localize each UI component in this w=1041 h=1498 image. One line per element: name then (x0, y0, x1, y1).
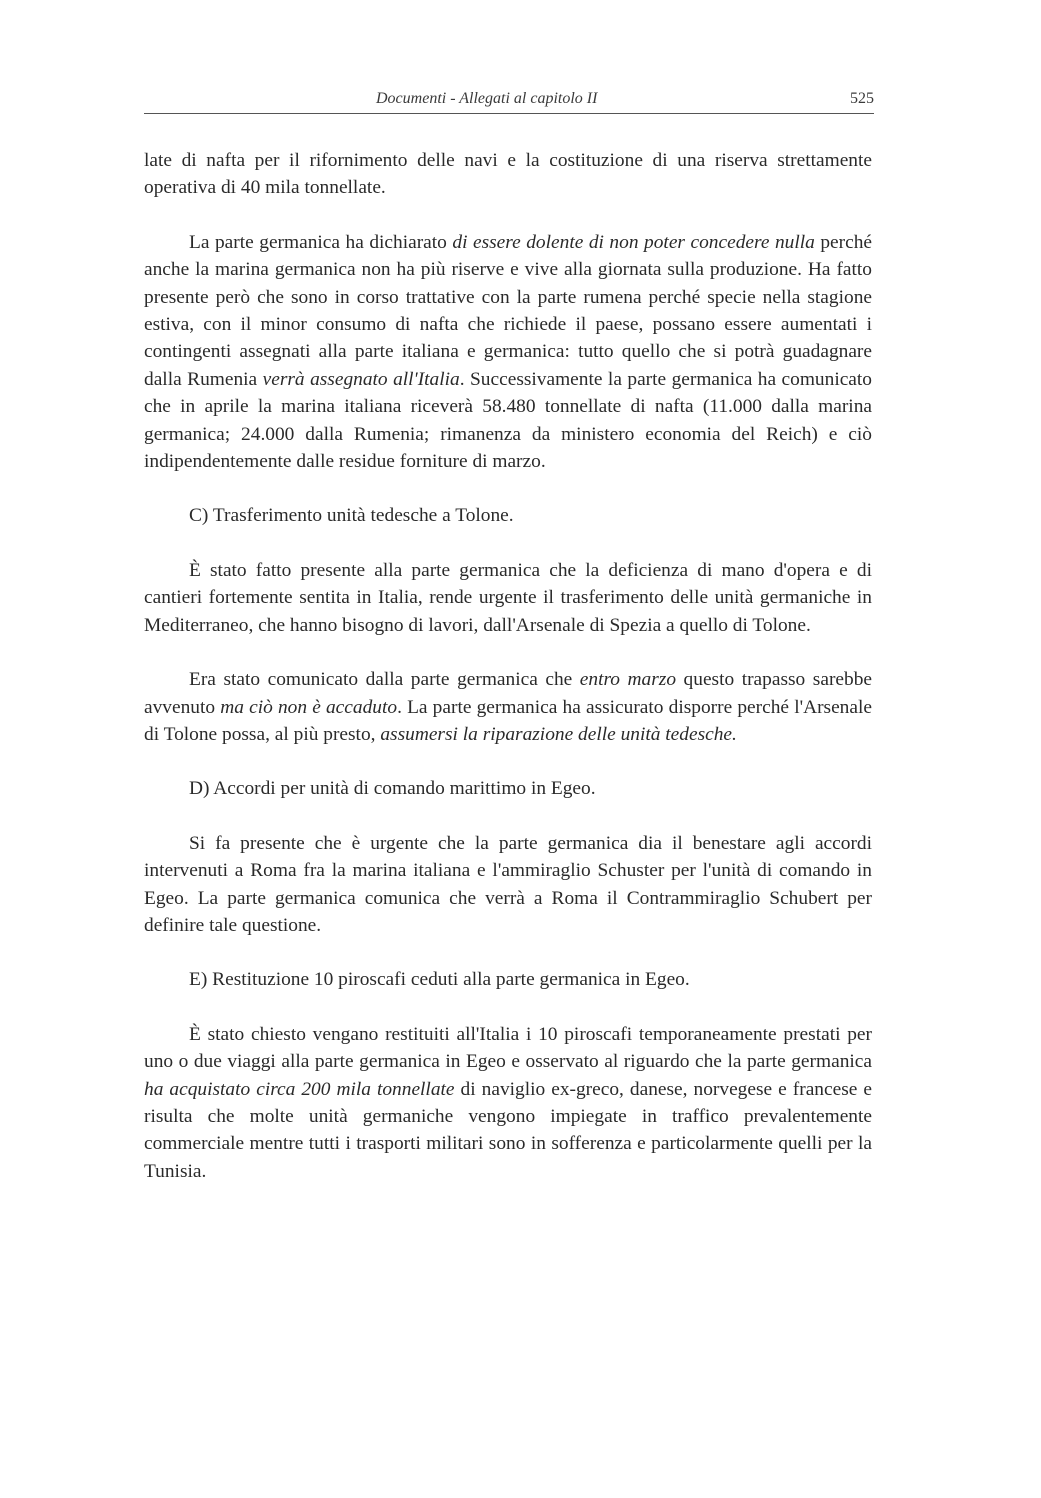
paragraph-2 (144, 229, 872, 476)
paragraph-2-italic-b: di essere dolente di non poter concedere nulla (452, 231, 815, 253)
paragraph-4-italic-f: assumersi la riparazione delle unità tedesche. (380, 723, 737, 745)
section-heading-c: C) Trasferimento unità tedesche a Tolone. (189, 505, 514, 527)
section-heading-e: E) Restituzione 10 piroscafi ceduti alla parte germanica in Egeo. (189, 969, 690, 991)
body-text (144, 147, 872, 1185)
paragraph-3: È stato fatto presente alla parte germanica che la deficienza di mano d'opera e di cantieri fortemente sentita in Italia, rende urgente il trasferimento delle unità germaniche in Mediterraneo, che hanno bisogno di lavori, dall'Arsenale di Spezia a quello di Tolone. (144, 559, 872, 636)
running-title: Documenti - Allegati al capitolo II (376, 90, 598, 107)
section-heading-d: D) Accordi per unità di comando marittimo in Egeo. (189, 778, 596, 800)
paragraph-6-text-c: di naviglio ex-greco, danese, norvegese e francese e risulta che molte unità germaniche vengono impiegate in traffico prevalentemente commerciale mentre tutti i trasporti militari sono in sofferenza e particolarmente quelli per la Tunisia. (144, 1078, 872, 1182)
paragraph-4-text-c: questo trapasso sarebbe avvenuto (144, 669, 872, 718)
paragraph-2-italic-d: verrà assegnato all'Italia (262, 368, 460, 390)
paragraph-6 (144, 1021, 872, 1185)
paragraph-2-text-e: . Successivamente la parte germanica ha comunicato che in aprile la marina italiana riceverà 58.480 tonnellate di nafta (11.000 dalla marina germanica; 24.000 dalla Rumenia; rimanenza da ministero economia del Reich) e ciò indipendentemente dalle residue forniture di marzo. (144, 368, 872, 473)
paragraph-5: Si fa presente che è urgente che la parte germanica dia il benestare agli accordi intervenuti a Roma fra la marina italiana e l'ammiraglio Schuster per l'unità di comando in Egeo. La parte germanica comunica che verrà a Roma il Contrammiraglio Schubert per definire tale questione. (144, 832, 872, 936)
paragraph-4-text-e: . La parte germanica ha assicurato disporre perché l'Arsenale di Tolone possa, al più presto, (144, 696, 872, 745)
paragraph-4-text-a: Era stato comunicato dalla parte germanica che (189, 669, 580, 691)
paragraph-4 (144, 666, 872, 748)
running-header (144, 90, 874, 112)
page-number: 525 (850, 90, 874, 107)
paragraph-4-italic-b: entro marzo (579, 669, 677, 691)
paragraph-4-italic-d: ma ciò non è accaduto (220, 696, 398, 718)
header-rule (144, 113, 874, 114)
paragraph-6-text-a: È stato chiesto vengano restituiti all'Italia i 10 piroscafi temporaneamente prestati per uno o due viaggi alla parte germanica in Egeo e osservato al riguardo che la parte germanica (144, 1023, 872, 1073)
paragraph-1: late di nafta per il rifornimento delle navi e la costituzione di una riserva strettamente operativa di 40 mila tonnellate. (144, 150, 872, 199)
paragraph-2-text-c: perché anche la marina germanica non ha più riserve e vive alla giornata sulla produzione. Ha fatto presente però che sono in corso trattative con la parte rumena perché specie nella stagione estiva, con il minor consumo di nafta che richiede il paese, possano essere aumentati i contingenti assegnati alla parte italiana e germanica: tutto quello che si potrà guadagnare dalla Rumenia (144, 231, 872, 390)
paragraph-6-italic-b: ha acquistato circa 200 mila tonnellate (144, 1078, 455, 1100)
paragraph-2-text-a: La parte germanica ha dichiarato (189, 231, 453, 253)
